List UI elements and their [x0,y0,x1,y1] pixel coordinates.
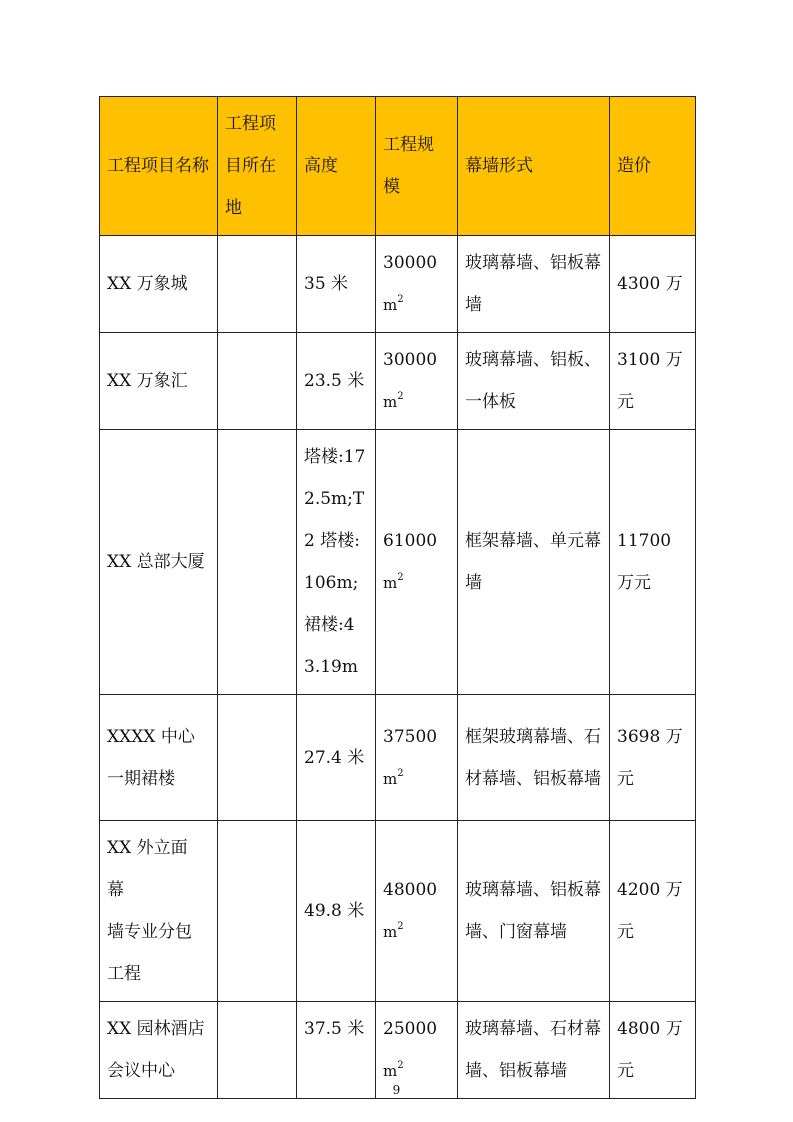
cell-cost: 4200 万元 [610,821,696,1002]
scale-number: 30000 [383,350,438,370]
cell-cost: 11700 万元 [610,430,696,695]
cell-name: XXXX 中心一期裙楼 [100,695,218,821]
cell-location [218,695,297,821]
cell-height: 37.5 米 [297,1002,376,1099]
header-name: 工程项目名称 [100,97,218,236]
cell-form: 玻璃幕墙、铝板幕墙 [458,236,610,333]
scale-exponent: 2 [397,391,404,402]
scale-exponent: 2 [397,767,404,779]
cell-cost: 4300 万 [610,236,696,333]
cell-name: XX 总部大厦 [100,430,218,695]
table-row [100,430,696,695]
cell-height: 49.8 米 [297,821,376,1002]
table-row [100,236,696,333]
cell-name: XX 万象城 [100,236,218,333]
header-location: 工程项目所在地 [218,97,297,236]
header-scale: 工程规模 [376,97,458,236]
cell-form: 玻璃幕墙、铝板幕墙、门窗幕墙 [458,821,610,1002]
cell-height: 塔楼:172.5m;T 2 塔楼:106m;裙楼:43.19m [297,430,376,695]
cell-name: XX 万象汇 [100,333,218,430]
table-row [100,695,696,821]
cell-scale [376,430,458,695]
scale-unit: m [383,923,398,941]
table-row [100,821,696,1002]
cell-form: 框架玻璃幕墙、石材幕墙、铝板幕墙 [458,695,610,821]
scale-number: 61000 [383,531,438,551]
scale-number: 30000 [383,253,438,273]
cell-form: 玻璃幕墙、石材幕墙、铝板幕墙 [458,1002,610,1099]
name-line: 工程 [107,964,141,984]
name-line: XX 外立面 [107,838,188,858]
header-cost: 造价 [610,97,696,236]
scale-exponent: 2 [397,921,404,932]
cell-location [218,333,297,430]
scale-unit: m [383,769,398,788]
cell-scale [376,821,458,1002]
cell-scale [376,236,458,333]
project-table [99,96,696,1099]
cell-name: XX 园林酒店会议中心 [100,1002,218,1099]
table-header-row [100,97,696,236]
cell-name [100,821,218,1002]
scale-exponent: 2 [397,294,404,305]
cell-cost: 4800 万元 [610,1002,696,1099]
cell-scale [376,695,458,821]
scale-unit: m [383,296,398,314]
scale-number: 48000 [383,880,438,900]
cell-form: 框架幕墙、单元幕墙 [458,430,610,695]
scale-exponent: 2 [397,1060,404,1071]
name-line: 墙专业分包 [107,922,192,942]
cell-cost: 3698 万元 [610,695,696,821]
scale-unit: m [383,1062,398,1080]
scale-number: 37500 [383,726,438,747]
cell-cost: 3100 万元 [610,333,696,430]
cell-height: 27.4 米 [297,695,376,821]
scale-unit: m [383,393,398,411]
scale-exponent: 2 [397,572,404,583]
page-number: 9 [392,1083,401,1097]
cell-location [218,821,297,1002]
scale-number: 25000 [383,1019,438,1039]
cell-location [218,236,297,333]
cell-height: 23.5 米 [297,333,376,430]
cell-height: 35 米 [297,236,376,333]
header-height: 高度 [297,97,376,236]
cell-scale [376,333,458,430]
table-row [100,333,696,430]
scale-unit: m [383,574,398,592]
name-line: 幕 [107,880,124,900]
cell-form: 玻璃幕墙、铝板、一体板 [458,333,610,430]
cell-location [218,430,297,695]
header-form: 幕墙形式 [458,97,610,236]
